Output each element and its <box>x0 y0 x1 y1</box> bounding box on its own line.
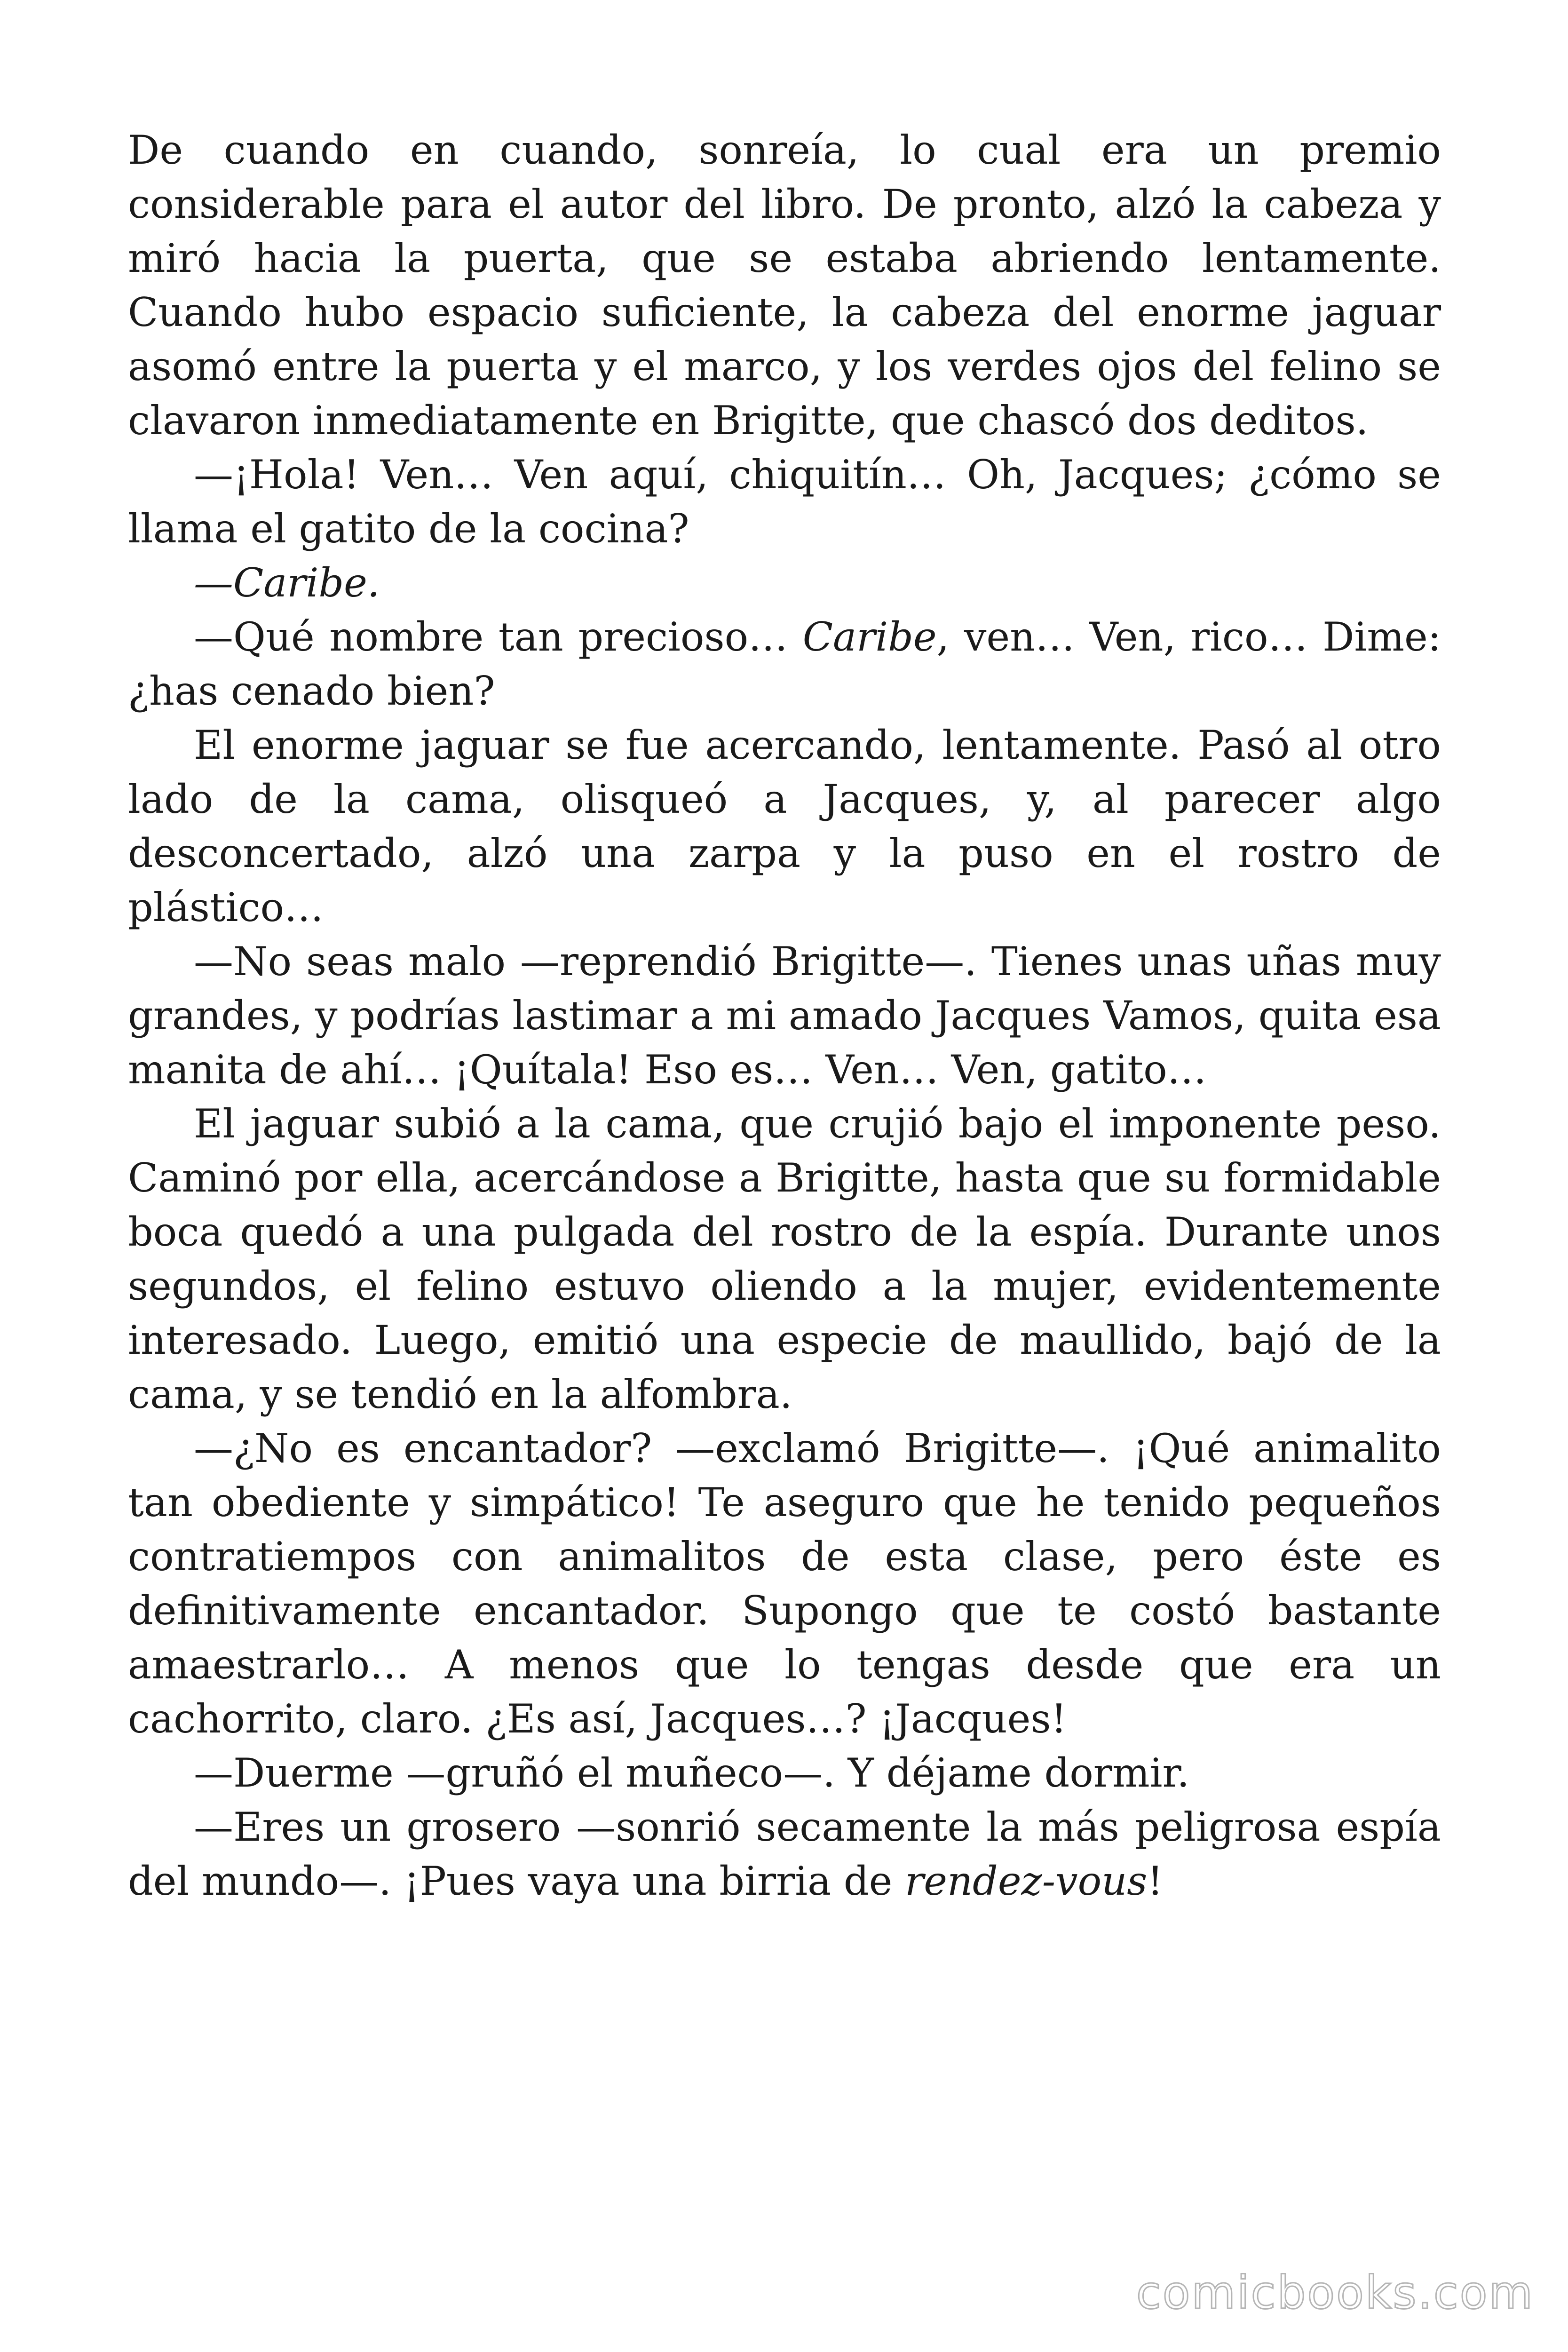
paragraph <box>128 1746 1441 1800</box>
paragraph <box>128 1097 1441 1422</box>
paragraph <box>128 610 1441 718</box>
text-segment: —¿No es encantador? —exclamó Brigitte—. ¡Qué animalito tan obediente y simpático! Te aseguro que he tenido pequeños contratiempos con animalitos de esta clase, pero éste es definitivamente encantador. Supongo que te costó bastante amaestrarlo… A menos que lo tengas desde que era un cachorrito, claro. ¿Es así, Jacques…? ¡Jacques! <box>128 1425 1441 1742</box>
text-segment: —No seas malo —reprendió Brigitte—. Tienes unas uñas muy grandes, y podrías lastimar a mi amado Jacques Vamos, quita esa manita de ahí… ¡Quítala! Eso es… Ven… Ven, gatito… <box>128 938 1441 1093</box>
text-segment: ! <box>1147 1858 1164 1904</box>
text-segment: El enorme jaguar se fue acercando, lentamente. Pasó al otro lado de la cama, olisqueó a Jacques, y, al parecer algo desconcertado, alzó una zarpa y la puso en el rostro de plástico… <box>128 722 1441 930</box>
text-segment: , ven… Ven, rico… Dime: ¿has cenado bien? <box>128 614 1441 714</box>
paragraph <box>128 556 1441 610</box>
paragraph <box>128 718 1441 935</box>
paragraph <box>128 123 1441 448</box>
paragraph <box>128 448 1441 556</box>
book-page-text <box>128 123 1441 1908</box>
text-segment: —Eres un grosero —sonrió secamente la más peligrosa espía del mundo—. ¡Pues vaya una birria de <box>128 1804 1441 1904</box>
text-segment-italic: rendez-vous <box>905 1858 1148 1904</box>
text-segment: De cuando en cuando, sonreía, lo cual era un premio considerable para el autor del libro. De pronto, alzó la cabeza y miró hacia la puerta, que se estaba abriendo lentamente. Cuando hubo espacio suficiente, la cabeza del enorme jaguar asomó entre la puerta y el marco, y los verdes ojos del felino se clavaron inmediatamente en Brigitte, que chascó dos deditos. <box>128 127 1441 444</box>
text-segment-italic: Caribe <box>802 614 937 660</box>
watermark: comicbooks.com <box>1136 2266 1534 2319</box>
paragraph <box>128 1800 1441 1908</box>
text-segment-italic: —Caribe. <box>194 560 380 606</box>
paragraph <box>128 935 1441 1097</box>
text-segment: —Duerme —gruñó el muñeco—. Y déjame dormir. <box>194 1750 1190 1796</box>
text-segment: —¡Hola! Ven… Ven aquí, chiquitín… Oh, Jacques; ¿cómo se llama el gatito de la cocina? <box>128 452 1441 552</box>
text-segment: El jaguar subió a la cama, que crujió bajo el imponente peso. Caminó por ella, acercándose a Brigitte, hasta que su formidable boca quedó a una pulgada del rostro de la espía. Durante unos segundos, el felino estuvo oliendo a la mujer, evidentemente interesado. Luego, emitió una especie de maullido, bajó de la cama, y se tendió en la alfombra. <box>128 1101 1441 1417</box>
text-segment: —Qué nombre tan precioso… <box>194 614 803 660</box>
paragraph <box>128 1422 1441 1746</box>
